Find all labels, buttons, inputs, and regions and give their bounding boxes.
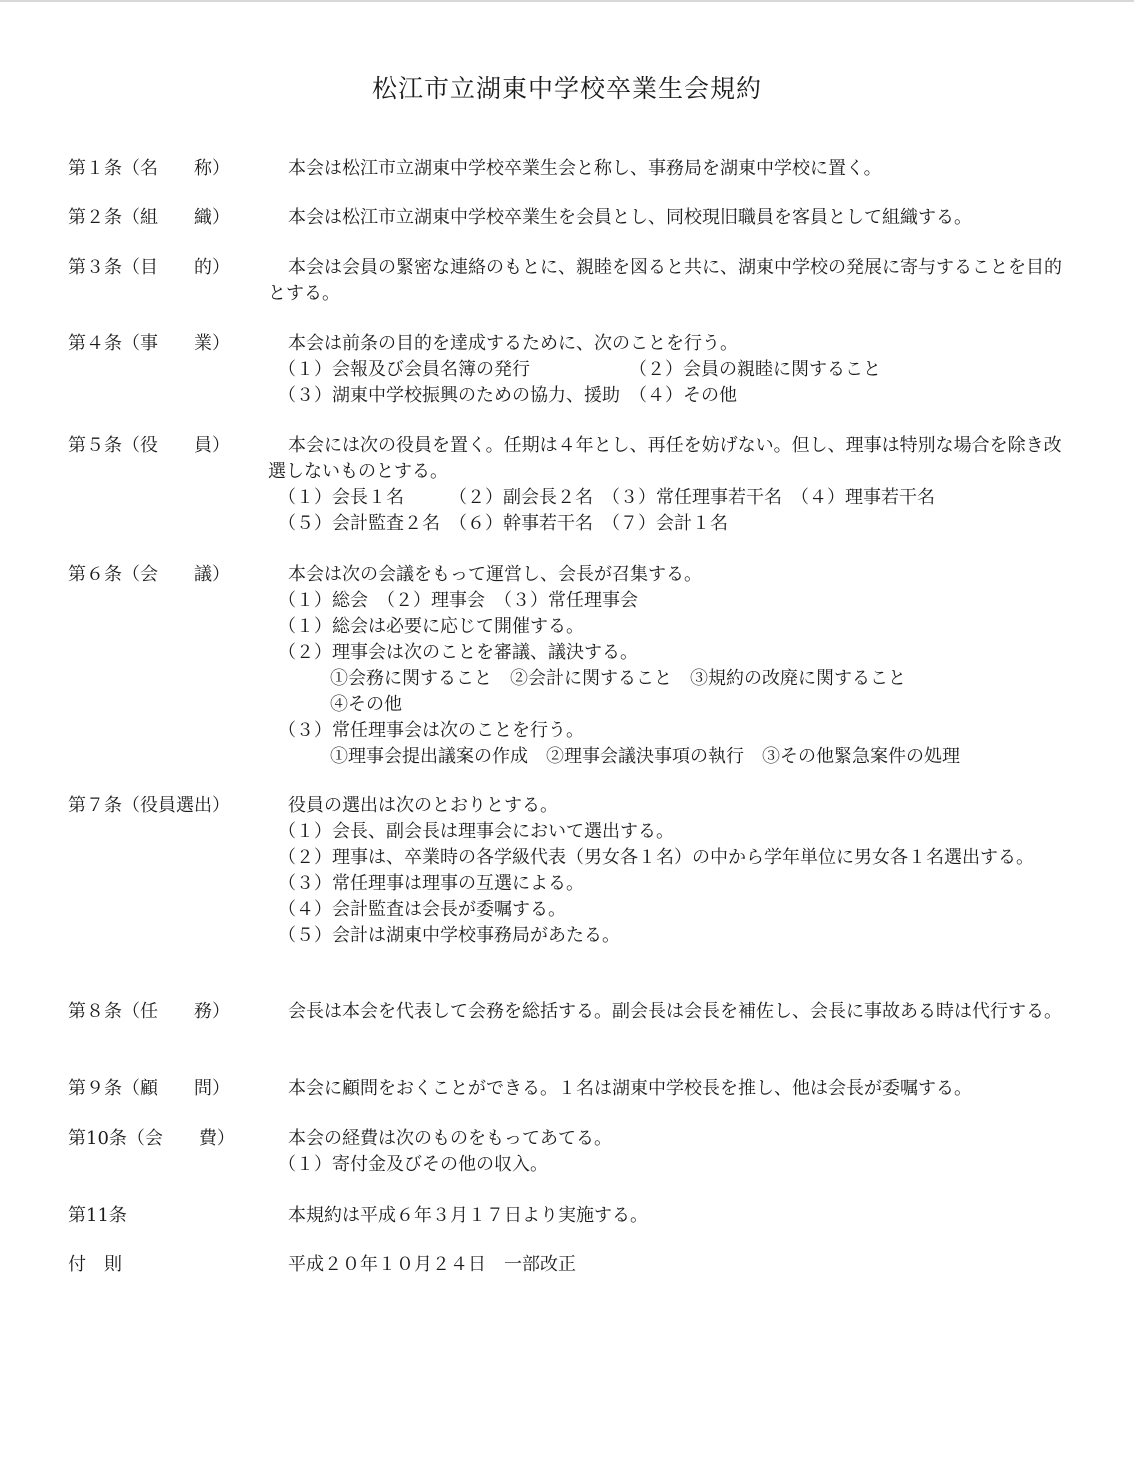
article-body [268, 793, 1070, 949]
article-label: 第11条 [68, 1205, 127, 1226]
article-text: 本会の経費は次のものをもってあてる。 [288, 1128, 612, 1149]
article-body [268, 433, 1070, 537]
article-label: 第９条（顧 問） [68, 1078, 230, 1099]
list-item: （３）湖東中学校振興のための協力、援助 （４）その他 [278, 385, 737, 406]
article-text: 本会は次の会議をもって運営し、会長が召集する。 [288, 564, 702, 585]
article-text: 本会は前条の目的を達成するために、次のことを行う。 [288, 333, 738, 354]
list-item: （４）会計監査は会長が委嘱する。 [278, 899, 566, 920]
article-label: 第１条（名 称） [68, 158, 230, 179]
article-body [268, 562, 1070, 770]
article-label: 第７条（役員選出） [68, 795, 230, 816]
list-item: （３）常任理事は理事の互選による。 [278, 873, 584, 894]
article-text: 役員の選出は次のとおりとする。 [288, 795, 558, 816]
article-label: 第８条（任 務） [68, 1001, 230, 1022]
article-label: 第２条（組 織） [68, 207, 230, 228]
article-body [268, 999, 1070, 1025]
article-text: 平成２０年１０月２４日 一部改正 [288, 1254, 576, 1275]
list-item: （３）常任理事会は次のことを行う。 [278, 720, 584, 741]
article-label: 第10条（会 費） [68, 1128, 235, 1149]
article-text: 本会には次の役員を置く。任期は４年とし、再任を妨げない。但し、理事は特別な場合を除き改選しないものとする。 [268, 435, 1062, 482]
article-label: 第３条（目 的） [68, 257, 230, 278]
document-title: 松江市立湖東中学校卒業生会規約 [371, 74, 762, 103]
list-item: （２）理事会は次のことを審議、議決する。 [278, 642, 638, 663]
list-item: （１）総会は必要に応じて開催する。 [278, 616, 584, 637]
article-label: 第６条（会 議） [68, 564, 230, 585]
list-item: （１）会長、副会長は理事会において選出する。 [278, 821, 674, 842]
article-label: 付 則 [68, 1254, 122, 1275]
list-item: （５）会計は湖東中学校事務局があたる。 [278, 925, 620, 946]
article-text: 本会は会員の緊密な連絡のもとに、親睦を図ると共に、湖東中学校の発展に寄与することを目的とする。 [268, 257, 1062, 304]
article-body [268, 1203, 1070, 1229]
article-body [268, 1126, 1070, 1178]
article-text: 本会は松江市立湖東中学校卒業生会と称し、事務局を湖東中学校に置く。 [288, 158, 882, 179]
article-text: 会長は本会を代表して会務を総括する。副会長は会長を補佐し、会長に事故ある時は代行する。 [288, 1001, 1062, 1022]
article-body [268, 1252, 1070, 1278]
list-item: （５）会計監査２名 （６）幹事若干名 （７）会計１名 [278, 513, 728, 534]
article-label: 第５条（役 員） [68, 435, 230, 456]
list-item: （１）総会 （２）理事会 （３）常任理事会 [278, 590, 638, 611]
sub-item: ①会務に関すること ②会計に関すること ③規約の改廃に関すること [330, 668, 906, 689]
list-item: （１）会長１名 （２）副会長２名 （３）常任理事若干名 （４）理事若干名 [278, 487, 935, 508]
article-body [268, 1076, 1070, 1102]
article-label: 第４条（事 業） [68, 333, 230, 354]
article-body [268, 205, 1070, 231]
article-body [268, 156, 1070, 182]
list-item: （１）会報及び会員名簿の発行 （２）会員の親睦に関すること [278, 359, 881, 380]
article-body [268, 255, 1070, 307]
article-text: 本会は松江市立湖東中学校卒業生を会員とし、同校現旧職員を客員として組織する。 [288, 207, 972, 228]
sub-item: ①理事会提出議案の作成 ②理事会議決事項の執行 ③その他緊急案件の処理 [330, 746, 960, 767]
list-item: （１）寄付金及びその他の収入。 [278, 1154, 548, 1175]
sub-item: ④その他 [330, 694, 402, 715]
article-text: 本規約は平成６年３月１７日より実施する。 [288, 1205, 648, 1226]
article-text: 本会に顧問をおくことができる。１名は湖東中学校長を推し、他は会長が委嘱する。 [288, 1078, 972, 1099]
list-item: （２）理事は、卒業時の各学級代表（男女各１名）の中から学年単位に男女各１名選出する。 [278, 847, 1034, 868]
article-body [268, 331, 1070, 409]
